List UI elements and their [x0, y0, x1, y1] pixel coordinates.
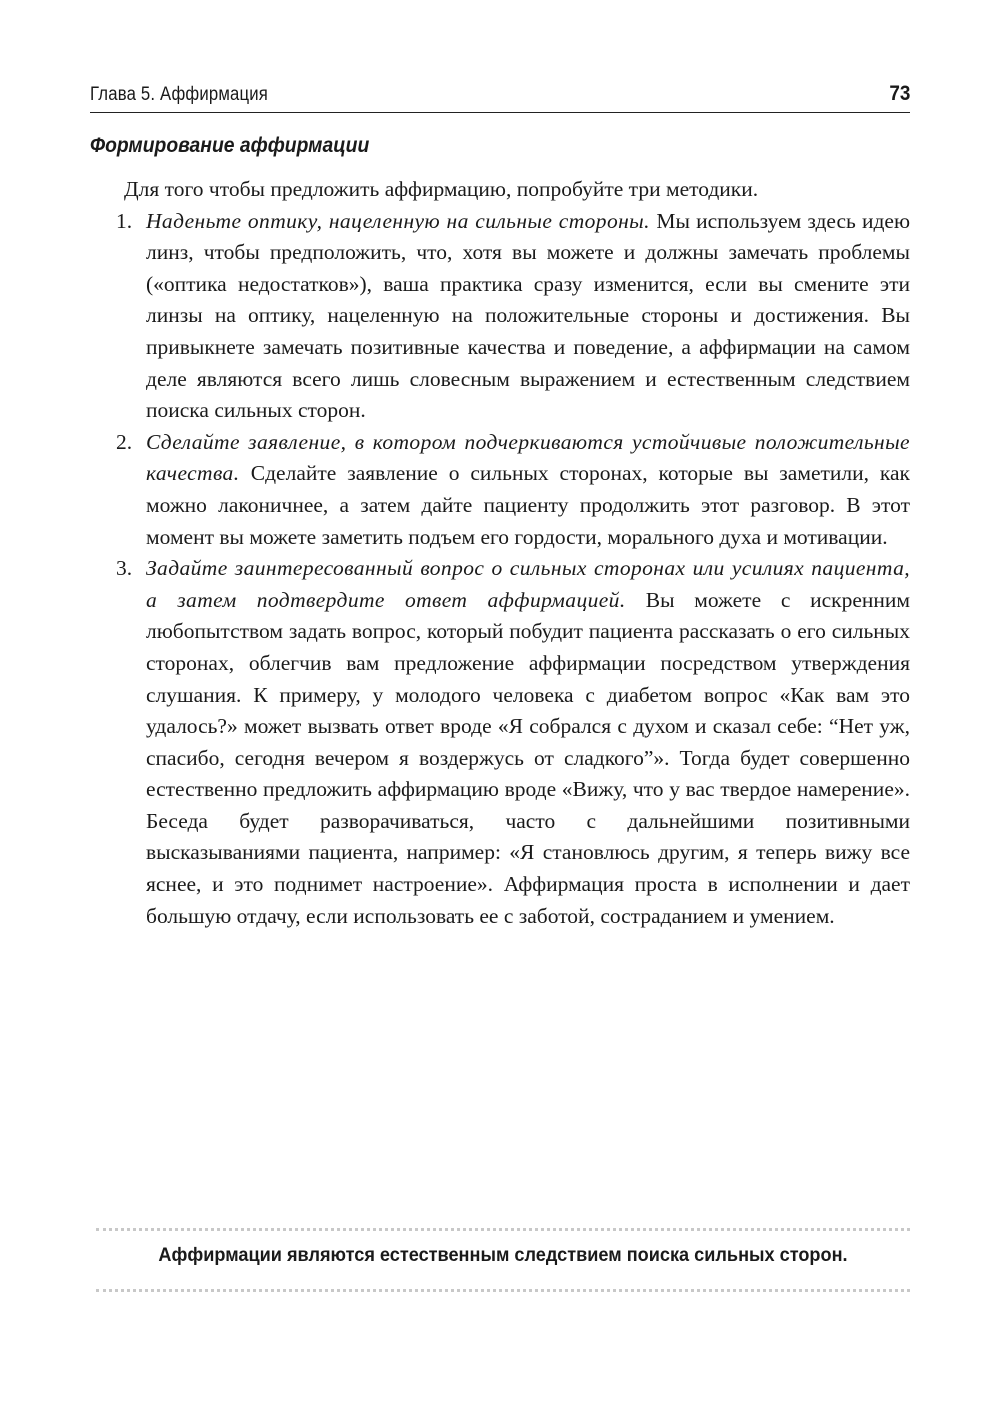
- page-number: 73: [888, 82, 910, 105]
- intro-paragraph: Для того чтобы предложить аффирмацию, попробуйте три методики.: [124, 177, 759, 201]
- callout-box: [96, 1228, 910, 1292]
- body-text: [90, 174, 910, 932]
- list-item-lead: Сделайте заявление, в котором подчеркиваются устойчивые положительные качества.: [146, 429, 910, 486]
- list-item-number: 3.: [116, 556, 133, 581]
- running-head: [90, 80, 910, 113]
- list-item-text: Вы можете с искренним любопытством задать вопрос, который побудит пациента рассказать о его сильных сторонах, облегчив вам предложение аффирмации посредством утверждения слушания. К примеру, у молодого человека с диабетом вопрос «Как вам это удалось?» может вызвать ответ вроде «Я собрался с духом и сказал себе: “Нет уж, спасибо, сегодня вечером я воздержусь от сладкого”». Тогда будет совершенно естественно предложить аффирмацию вроде «Вижу, что у вас твердое намерение». Беседа будет разворачиваться, часто с дальнейшими позитивными высказываниями пациента, например: «Я становлюсь другим, я теперь вижу все яснее, и это поднимет настроение». Аффирмация проста в исполнении и дает большую отдачу, если использовать ее с заботой, состраданием и умением.: [146, 587, 910, 928]
- list-item-lead: Наденьте оптику, нацеленную на сильные стороны.: [146, 208, 657, 233]
- callout-text: Аффирмации являются естественным следствием поиска сильных сторон.: [158, 1244, 848, 1266]
- list-item-text: Мы используем здесь идею линз, чтобы предположить, что, хотя вы можете и должны замечать проблемы («оптика недостатков»), ваша практика сразу изменится, если вы смените эти линзы на оптику, нацеленную на положительные стороны и достижения. Вы привыкнете замечать позитивные качества и поведение, а аффирмации на самом деле являются всего лишь словесным выражением и естественным следствием поиска сильных сторон.: [146, 208, 911, 423]
- list-item-number: 2.: [116, 429, 133, 454]
- list-item-lead: Задайте заинтересованный вопрос о сильных сторонах или усилиях пациента, а затем подтвердите ответ аффирмацией.: [146, 556, 910, 612]
- list-item: [90, 427, 910, 553]
- list-item-number: 1.: [116, 208, 133, 233]
- list-item-text: Сделайте заявление о сильных сторонах, которые вы заметили, как можно лаконичнее, а затем дайте пациенту продолжить этот разговор. В этот момент вы можете заметить подъем его гордости, морального духа и мотивации.: [146, 461, 910, 549]
- list-item: [90, 206, 910, 427]
- technique-list: [90, 206, 910, 933]
- section-heading: Формирование аффирмации: [90, 134, 370, 157]
- callout-bottom-divider: [96, 1289, 910, 1292]
- list-item: [90, 553, 910, 932]
- callout-top-divider: [96, 1228, 910, 1231]
- chapter-title: Глава 5. Аффирмация: [90, 84, 269, 105]
